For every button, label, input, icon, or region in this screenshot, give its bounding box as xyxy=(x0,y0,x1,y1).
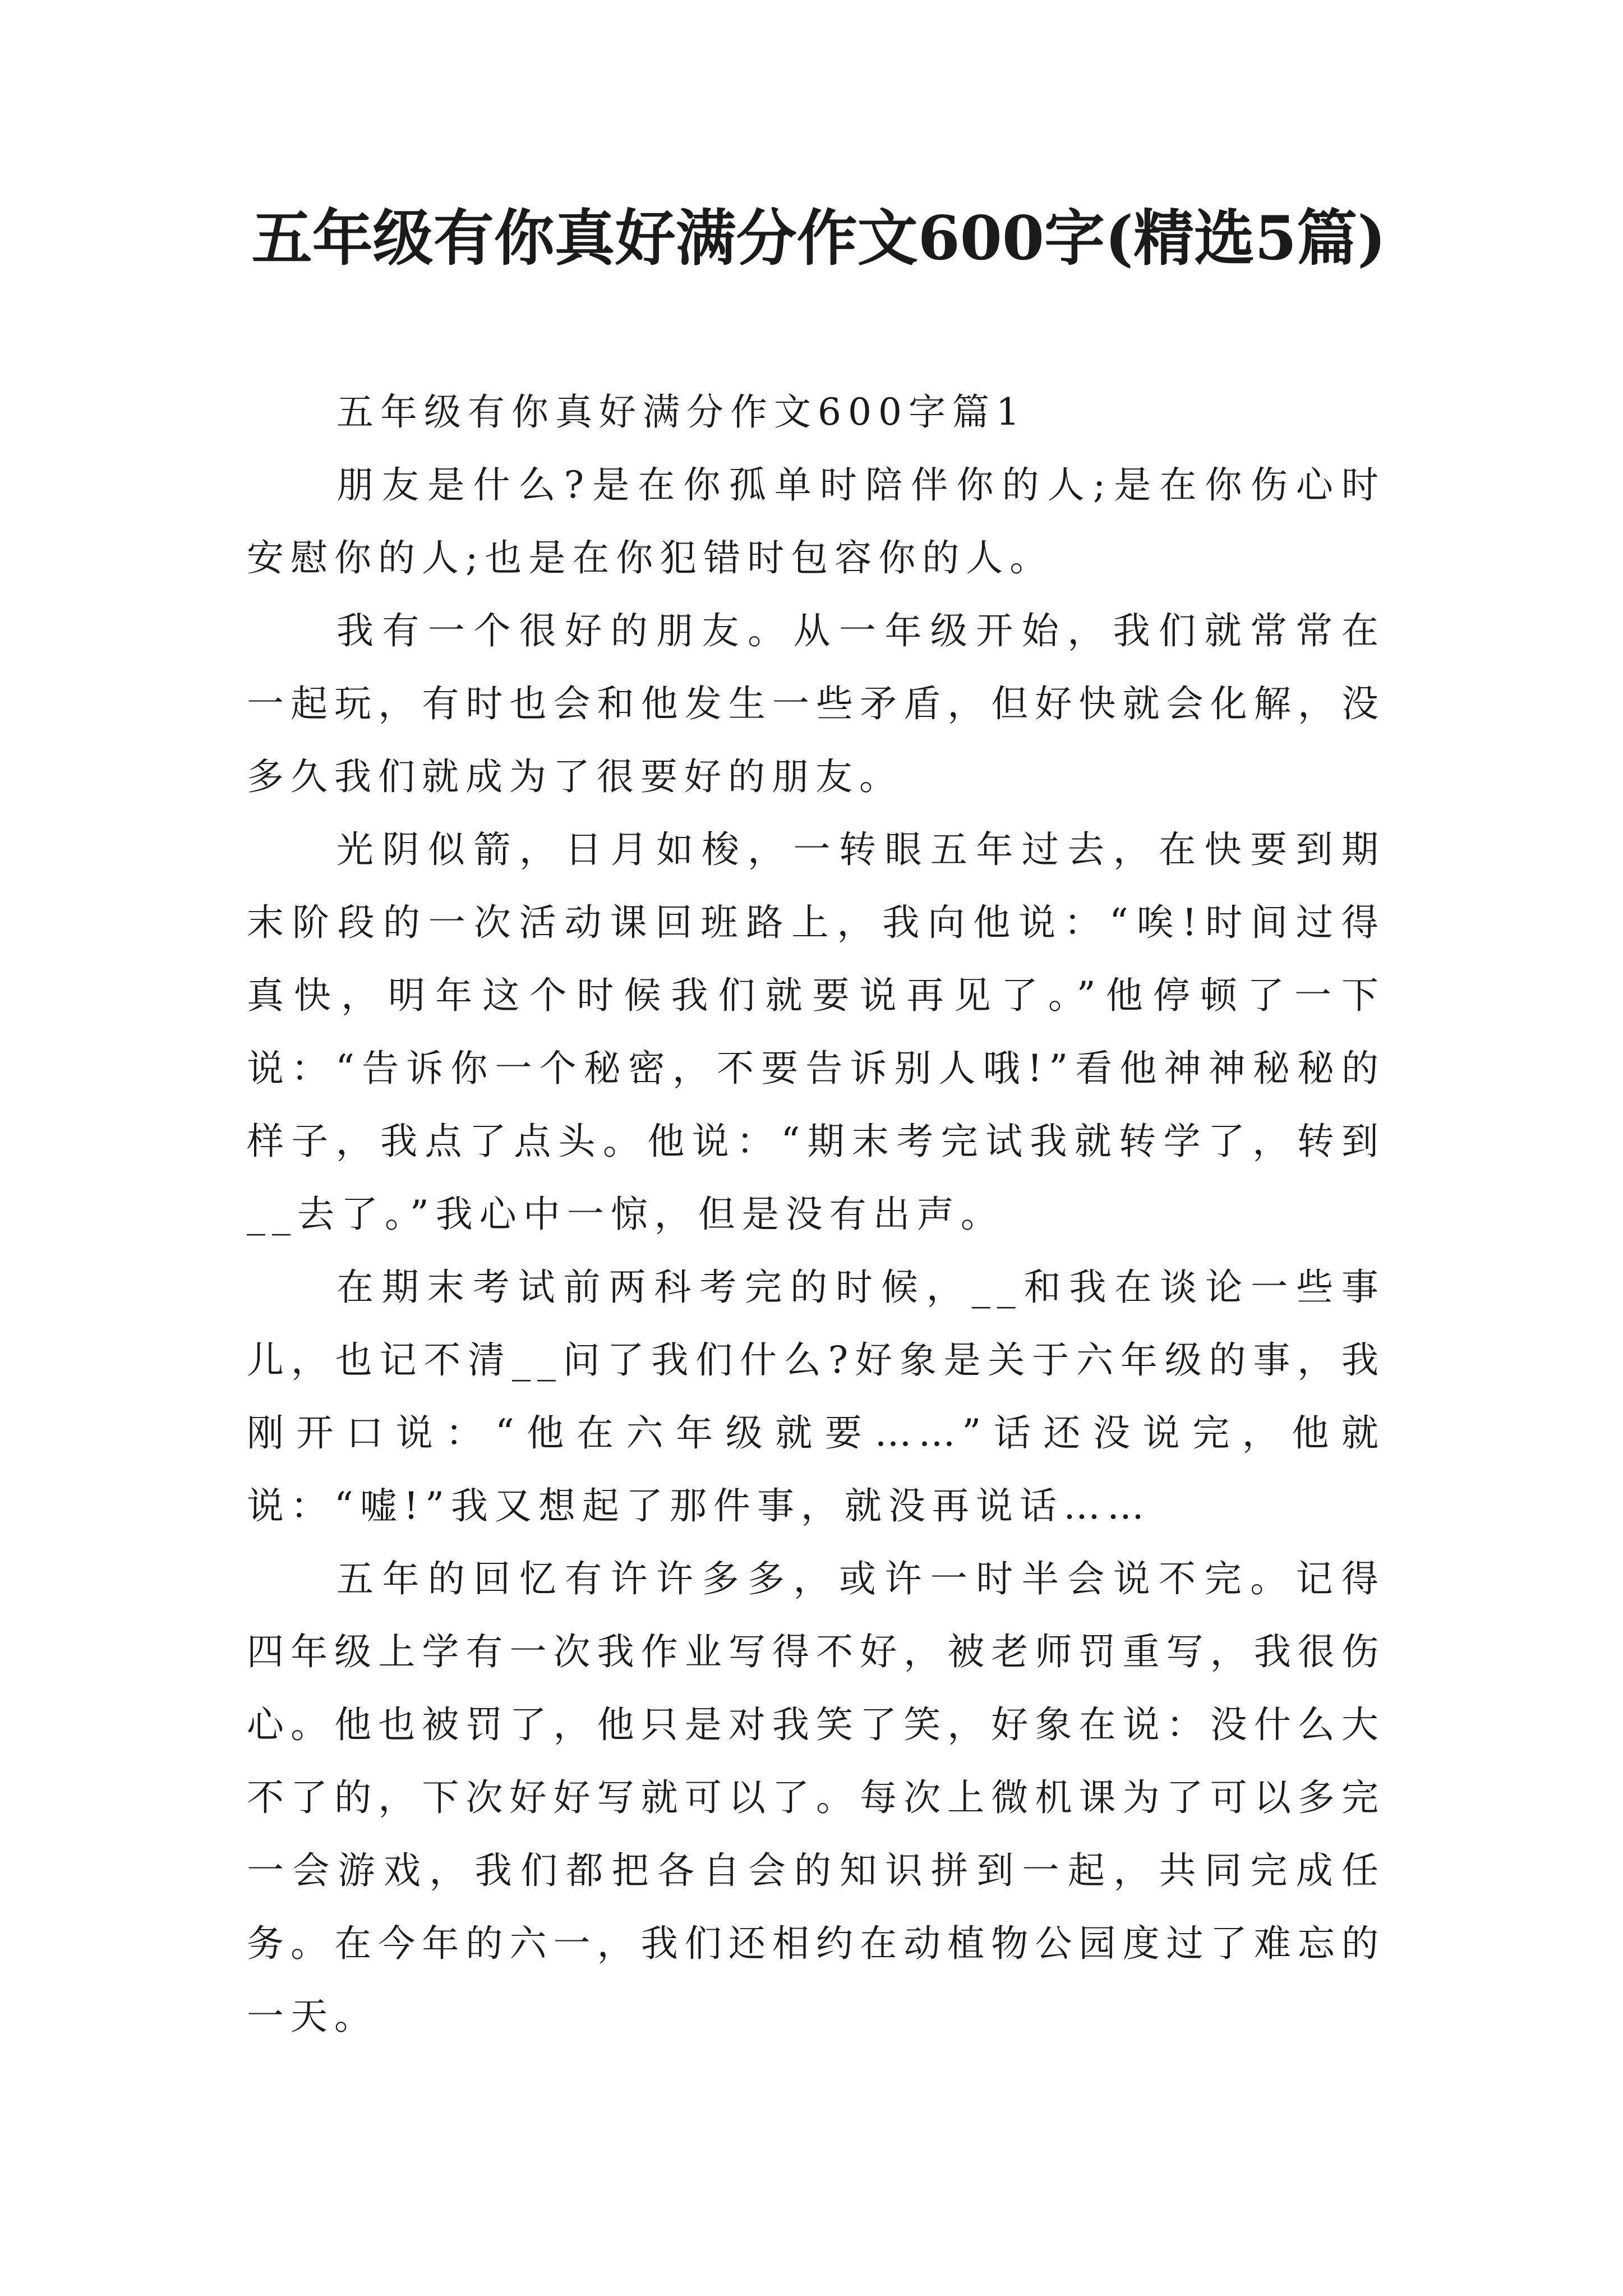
paragraph-1: 朋友是什么?是在你孤单时陪伴你的人;是在你伤心时安慰你的人;也是在你犯错时包容你的人。 xyxy=(247,463,1385,579)
paragraph-2: 我有一个很好的朋友。从一年级开始，我们就常常在一起玩，有时也会和他发生一些矛盾，但好快就会化解，没多久我们就成为了很要好的朋友。 xyxy=(247,609,1385,798)
essay-heading: 五年级有你真好满分作文600字篇1 xyxy=(336,390,1026,434)
paragraph-3: 光阴似箭，日月如梭，一转眼五年过去，在快要到期末阶段的一次活动课回班路上，我向他说：“唉!时间过得真快，明年这个时候我们就要说再见了。”他停顿了一下说：“告诉你一个秘密，不要告诉别人哦!”看他神神秘秘的样子，我点了点头。他说：“期末考完试我就转学了，转到__去了。”我心中一惊，但是没有出声。 xyxy=(247,828,1385,1236)
paragraph-4: 在期末考试前两科考完的时候，__和我在谈论一些事儿，也记不清__问了我们什么?好象是关于六年级的事，我刚开口说：“他在六年级就要……”话还没说完，他就说：“嘘!”我又想起了那件事，就没再说话…… xyxy=(247,1266,1385,1527)
document-body xyxy=(247,376,1385,2053)
paragraph-5: 五年的回忆有许许多多，或许一时半会说不完。记得四年级上学有一次我作业写得不好，被老师罚重写，我很伤心。他也被罚了，他只是对我笑了笑，好象在说：没什么大不了的，下次好好写就可以了。每次上微机课为了可以多完一会游戏，我们都把各自会的知识拼到一起，共同完成任务。在今年的六一，我们还相约在动植物公园度过了难忘的一天。 xyxy=(247,1557,1385,2038)
document-title: 五年级有你真好满分作文600字(精选5篇) xyxy=(251,203,1386,274)
